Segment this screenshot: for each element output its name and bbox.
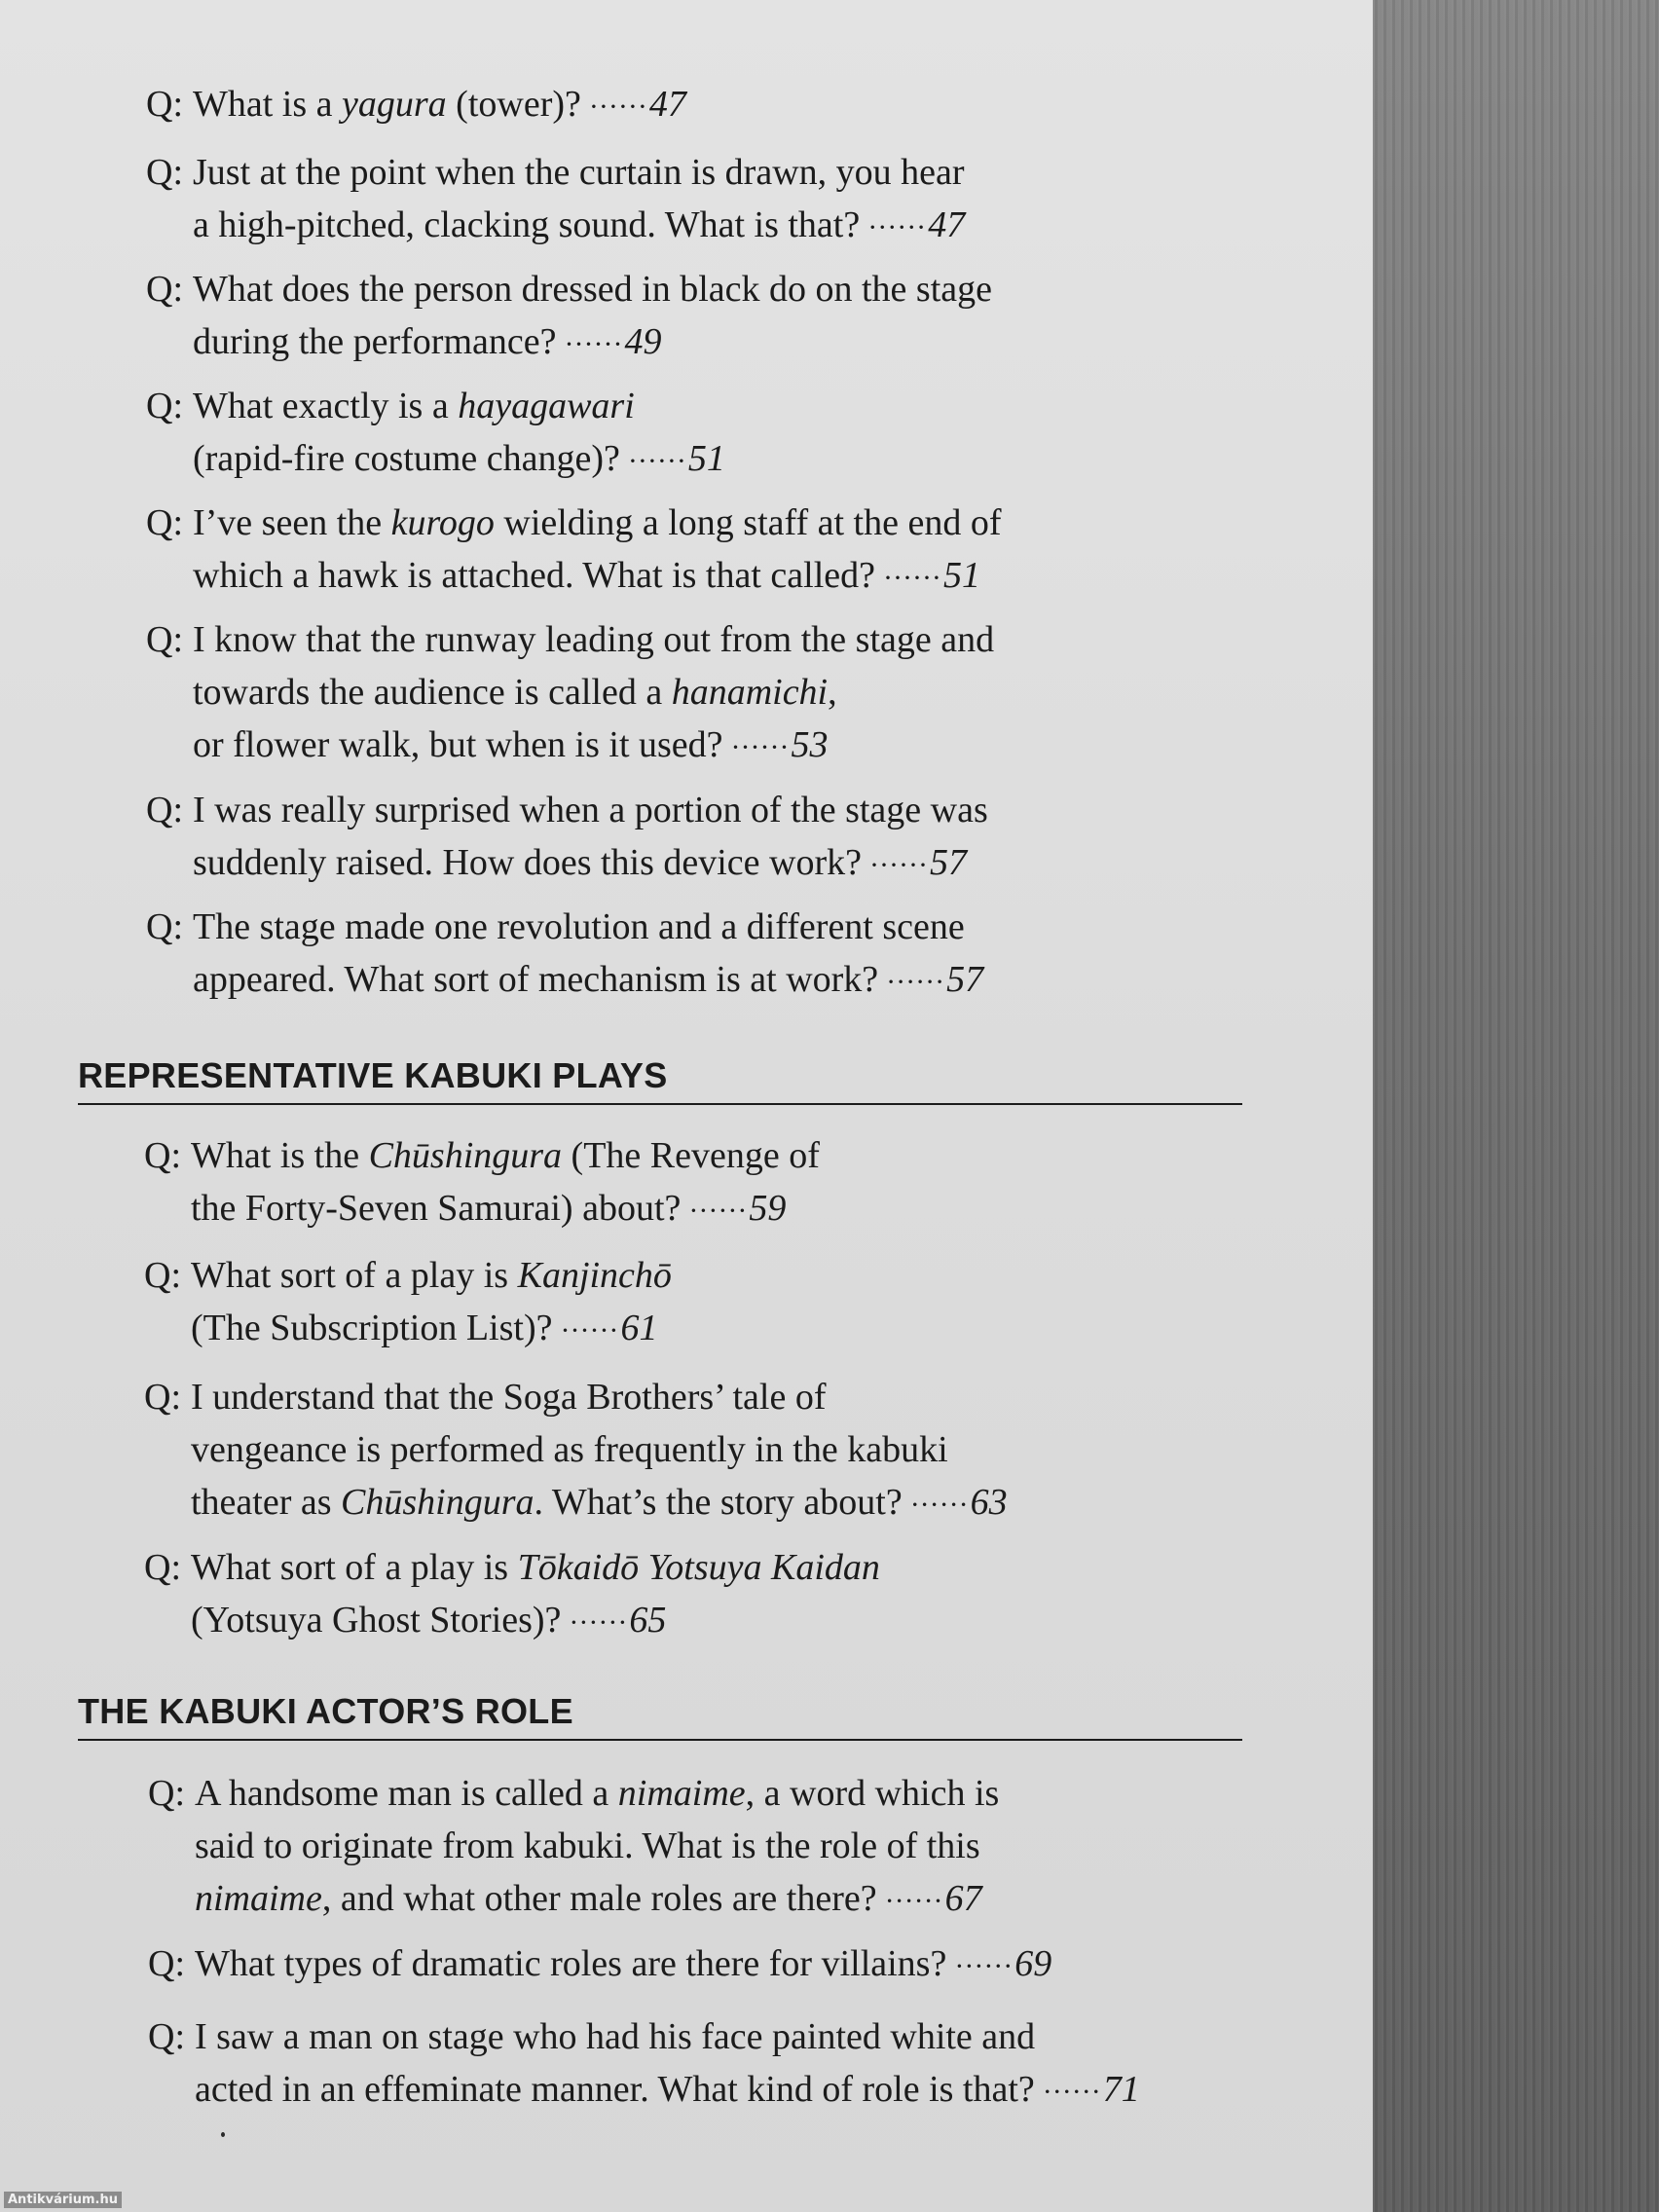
question-line [193, 613, 1236, 666]
dot-leader: ······ [730, 731, 790, 763]
question-line [193, 666, 1236, 719]
question-text: , and what other male roles are there? [321, 1878, 877, 1919]
page-number: 51 [942, 555, 980, 596]
question-prefix: Q: [144, 1255, 181, 1296]
section-heading-roles: THE KABUKI ACTOR’S ROLE [78, 1690, 1242, 1741]
page-number: 71 [1102, 2069, 1140, 2110]
question-text: Tōkaidō Yotsuya Kaidan [517, 1547, 880, 1588]
question-text: towards the audience is called a [193, 672, 672, 713]
question-line [191, 1371, 1235, 1423]
question-text: Just at the point when the curtain is drawn, you hear [193, 152, 965, 193]
toc-entry [146, 901, 1236, 1009]
page-number: 69 [1014, 1943, 1052, 1984]
question-text: (The Revenge of [562, 1135, 820, 1176]
dot-leader: ······ [627, 445, 686, 477]
question-text: nimaime [195, 1878, 322, 1919]
question-text: said to originate from kabuki. What is the role of this [195, 1825, 980, 1866]
toc-entry [144, 1371, 1235, 1531]
toc-entry [144, 1541, 1235, 1649]
question-line [193, 146, 1236, 199]
question-text: I’ve seen the [193, 502, 391, 543]
question-line [193, 263, 1236, 315]
question-prefix: Q: [146, 84, 183, 125]
question-prefix: Q: [146, 269, 183, 310]
question-line [191, 1476, 1235, 1531]
question-text: Chūshingura [341, 1482, 535, 1523]
question-prefix: Q: [148, 2016, 185, 2057]
question-line [191, 1423, 1235, 1476]
question-text: the Forty-Seven Samurai) about? [191, 1188, 682, 1229]
dot-leader: ······ [588, 91, 647, 123]
question-text: which a hawk is attached. What is that called? [193, 555, 875, 596]
question-text: or flower walk, but when is it used? [193, 724, 723, 765]
page-number: 63 [970, 1482, 1008, 1523]
question-line [193, 719, 1236, 774]
question-line [193, 432, 1236, 488]
page-number: 49 [624, 321, 662, 362]
page-number: 57 [929, 842, 967, 883]
question-line [195, 1937, 1238, 1993]
dot-leader: ······ [954, 1950, 1014, 1982]
dot-leader: ······ [1042, 2076, 1101, 2108]
toc-entry [146, 263, 1236, 371]
toc-entry [146, 497, 1236, 605]
dot-leader: ······ [569, 1606, 628, 1639]
dot-leader: ······ [688, 1195, 748, 1227]
question-line [191, 1249, 1235, 1302]
section-heading-plays: REPRESENTATIVE KABUKI PLAYS [78, 1054, 1242, 1105]
question-text: (tower)? [446, 84, 581, 125]
question-line [195, 1820, 1238, 1872]
question-text: What sort of a play is [191, 1547, 518, 1588]
watermark: Antikvárium.hu [4, 2192, 122, 2208]
question-line [195, 2010, 1238, 2063]
toc-entry [148, 2010, 1238, 2119]
page-number: 53 [791, 724, 829, 765]
page-number: 67 [944, 1878, 982, 1919]
question-text: What is a [193, 84, 343, 125]
toc-entry [146, 78, 1236, 133]
question-line [193, 953, 1236, 1009]
question-line [191, 1541, 1235, 1594]
question-line [193, 315, 1236, 371]
toc-entry [148, 1937, 1238, 1993]
page-number: 65 [629, 1600, 667, 1641]
question-text: What sort of a play is [191, 1255, 518, 1296]
dot-leader: ······ [882, 562, 941, 594]
question-text: , [828, 672, 837, 713]
dot-leader: ······ [560, 1314, 619, 1346]
question-prefix: Q: [146, 152, 183, 193]
question-line [191, 1182, 1235, 1237]
question-text: acted in an effeminate manner. What kind of role is that? [195, 2069, 1035, 2110]
question-text: What is the [191, 1135, 369, 1176]
toc-entry [146, 613, 1236, 774]
background-surface [1373, 0, 1659, 2212]
question-line [193, 78, 1236, 133]
question-text: What does the person dressed in black do on the stage [193, 269, 992, 310]
question-prefix: Q: [146, 619, 183, 660]
question-text: Chūshingura [368, 1135, 563, 1176]
question-line [191, 1302, 1235, 1357]
question-text: Kanjinchō [517, 1255, 672, 1296]
toc-entry [146, 146, 1236, 254]
question-text: wielding a long staff at the end of [494, 502, 1002, 543]
toc-entry [144, 1249, 1235, 1357]
dot-leader: ······ [869, 849, 928, 881]
question-text: yagura [342, 84, 447, 125]
dot-leader: ······ [867, 211, 927, 243]
question-prefix: Q: [144, 1547, 181, 1588]
question-line [193, 549, 1236, 605]
question-text: . What’s the story about? [534, 1482, 903, 1523]
toc-entry [146, 380, 1236, 488]
question-line [193, 199, 1236, 254]
question-line [195, 1872, 1238, 1928]
dot-leader: ······ [886, 966, 945, 998]
question-text: I was really surprised when a portion of the stage was [193, 790, 988, 830]
page-number: 61 [620, 1308, 658, 1348]
question-prefix: Q: [148, 1773, 185, 1814]
question-text: kurogo [390, 502, 495, 543]
question-text: What exactly is a [193, 386, 459, 426]
question-prefix: Q: [146, 790, 183, 830]
dot-leader: ······ [884, 1885, 943, 1917]
question-line [193, 836, 1236, 892]
page-number: 51 [687, 438, 725, 479]
question-line [195, 1767, 1238, 1820]
question-text: (The Subscription List)? [191, 1308, 553, 1348]
question-text: during the performance? [193, 321, 557, 362]
question-line [191, 1594, 1235, 1649]
question-text: The stage made one revolution and a different scene [193, 906, 965, 947]
question-line [191, 1129, 1235, 1182]
question-prefix: Q: [146, 386, 183, 426]
question-prefix: Q: [148, 1943, 185, 1984]
question-prefix: Q: [144, 1135, 181, 1176]
dot-leader: ······ [564, 328, 623, 360]
question-text: A handsome man is called a [195, 1773, 618, 1814]
question-text: I know that the runway leading out from the stage and [193, 619, 995, 660]
page-number: 47 [648, 84, 686, 125]
question-text: , a word which is [745, 1773, 1000, 1814]
toc-entry [146, 784, 1236, 892]
question-line [193, 901, 1236, 953]
question-text: nimaime [617, 1773, 746, 1814]
question-line [193, 497, 1236, 549]
question-text: hanamichi [671, 672, 829, 713]
question-text: a high-pitched, clacking sound. What is that? [193, 204, 861, 245]
question-text: hayagawari [458, 386, 635, 426]
toc-entry [144, 1129, 1235, 1237]
question-text: suddenly raised. How does this device work? [193, 842, 863, 883]
page-number: 47 [928, 204, 966, 245]
question-text: I saw a man on stage who had his face painted white and [195, 2016, 1036, 2057]
toc-entry [148, 1767, 1238, 1928]
question-prefix: Q: [146, 502, 183, 543]
question-text: I understand that the Soga Brothers’ tale of [191, 1377, 827, 1418]
question-line [193, 784, 1236, 836]
question-line [193, 380, 1236, 432]
page-number: 59 [749, 1188, 787, 1229]
question-text: theater as [191, 1482, 342, 1523]
question-text: appeared. What sort of mechanism is at work? [193, 959, 879, 1000]
question-prefix: Q: [146, 906, 183, 947]
print-speck [221, 2132, 225, 2137]
question-text: (Yotsuya Ghost Stories)? [191, 1600, 562, 1641]
page-number: 57 [946, 959, 984, 1000]
question-text: What types of dramatic roles are there for villains? [195, 1943, 947, 1984]
question-text: (rapid-fire costume change)? [193, 438, 620, 479]
question-prefix: Q: [144, 1377, 181, 1418]
question-text: vengeance is performed as frequently in the kabuki [191, 1429, 948, 1470]
question-line [195, 2063, 1238, 2119]
dot-leader: ······ [909, 1489, 969, 1521]
